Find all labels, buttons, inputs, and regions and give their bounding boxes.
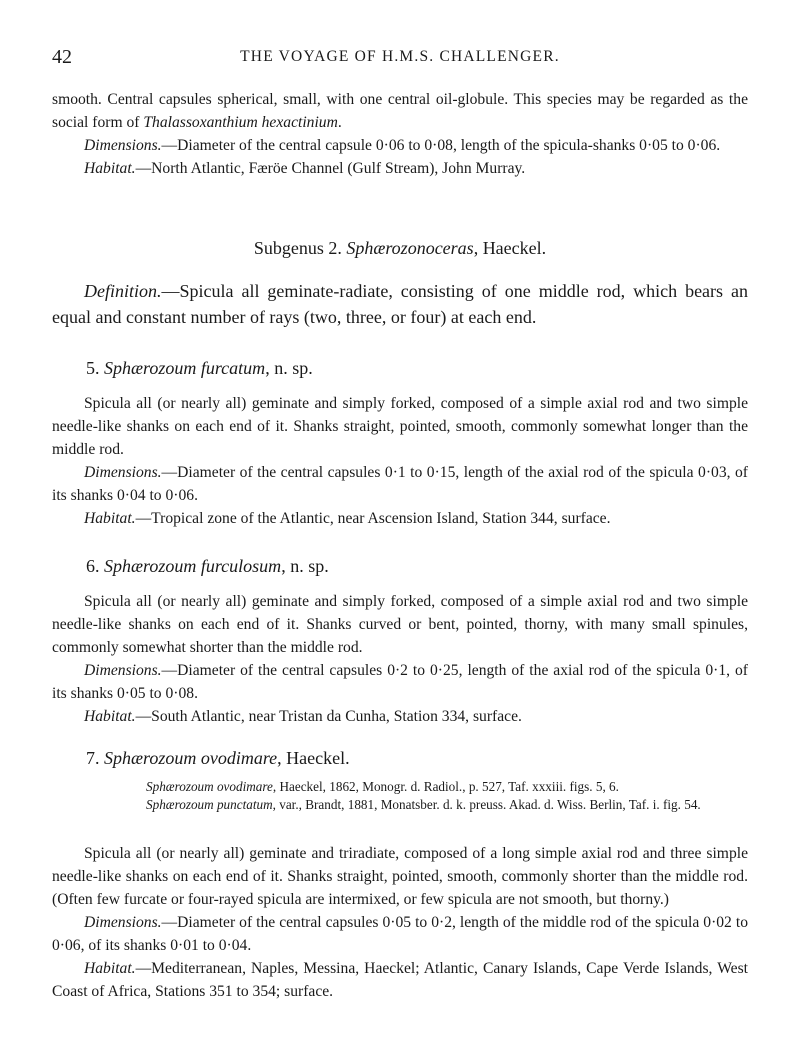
species-name: Sphærozoum furcatum <box>104 358 266 378</box>
species-dimensions <box>52 659 748 705</box>
dimensions-text: —Diameter of the central capsule 0·06 to 0·08, length of the spicula-shanks 0·05 to 0·06. <box>161 137 721 154</box>
intro-section <box>52 88 748 180</box>
species-name: Sphærozoum ovodimare <box>104 748 278 768</box>
definition-text: —Spicula all geminate-radiate, consisting of one middle rod, which bears an equal and constant number of rays (two, three, or four) at each end. <box>52 281 748 327</box>
species-description: Spicula all (or nearly all) geminate and simply forked, composed of a simple axial rod and two simple needle-like shanks on each end of it. Shanks curved or bent, pointed, thorny, with many small spinules, commonly somewhat shorter than the middle rod. <box>52 593 748 656</box>
species-dimensions <box>52 911 748 957</box>
dimensions-label: Dimensions. <box>84 662 162 679</box>
subgenus-section <box>52 236 748 260</box>
species-5-section <box>52 356 748 380</box>
intro-text-end: . <box>337 114 342 131</box>
dimensions-text: —Diameter of the central capsules 0·1 to 0·15, length of the axial rod of the spicula 0·03, of its shanks 0·04 to 0·06. <box>52 464 748 504</box>
habitat-label: Habitat. <box>84 160 136 177</box>
intro-paragraph <box>52 88 748 134</box>
subgenus-label: Subgenus 2. <box>253 238 347 258</box>
species-6-body <box>52 590 748 728</box>
species-dimensions <box>52 461 748 507</box>
intro-taxon-italic: Thalassoxanthium hexactinium <box>143 114 338 131</box>
habitat-text: —Tropical zone of the Atlantic, near Ascension Island, Station 344, surface. <box>135 510 611 527</box>
species-number: 7. <box>86 748 104 768</box>
habitat-text: —North Atlantic, Færöe Channel (Gulf Stream), John Murray. <box>135 160 526 177</box>
species-habitat <box>52 705 748 728</box>
dimensions-label: Dimensions. <box>84 137 162 154</box>
subgenus-heading <box>52 236 748 260</box>
species-6-section <box>52 554 748 578</box>
definition-paragraph <box>52 278 748 330</box>
species-name: Sphærozoum furculosum <box>104 556 282 576</box>
species-author: , Haeckel. <box>277 748 350 768</box>
species-7-synonymy <box>52 778 748 814</box>
species-description: Spicula all (or nearly all) geminate and simply forked, composed of a simple axial rod and two simple needle-like shanks on each end of it. Shanks straight, pointed, smooth, commonly somewhat longer than the middle rod. <box>52 395 748 458</box>
species-heading <box>52 746 748 770</box>
dimensions-label: Dimensions. <box>84 914 162 931</box>
species-description: Spicula all (or nearly all) geminate and triradiate, composed of a long simple axial rod and three simple needle-like shanks on each end of it. Shanks straight, pointed, smooth, commonly shorter than the middle rod. (Often few furcate or four-rayed spicula are intermixed, or few spicula are not smooth, but thorny.) <box>52 845 748 908</box>
dimensions-label: Dimensions. <box>84 464 162 481</box>
definition-label: Definition. <box>84 281 162 301</box>
page-number: 42 <box>52 46 72 68</box>
species-7-body <box>52 842 748 1003</box>
running-title: THE VOYAGE OF H.M.S. CHALLENGER. <box>240 48 560 65</box>
species-heading <box>52 356 748 380</box>
species-author: , n. sp. <box>265 358 313 378</box>
synonym-text: , Haeckel, 1862, Monogr. d. Radiol., p. 527, Taf. xxxiii. figs. 5, 6. <box>272 779 619 794</box>
habitat-text: —South Atlantic, near Tristan da Cunha, Station 334, surface. <box>135 708 522 725</box>
species-habitat <box>52 957 748 1003</box>
synonym-entry <box>52 796 748 814</box>
species-7-section <box>52 746 748 770</box>
habitat-label: Habitat. <box>84 960 136 977</box>
running-header <box>52 46 748 70</box>
habitat-label: Habitat. <box>84 708 136 725</box>
species-number: 6. <box>86 556 104 576</box>
dimensions-text: —Diameter of the central capsules 0·05 to 0·2, length of the middle rod of the spicula 0·02 to 0·06, of its shanks 0·01 to 0·04. <box>52 914 748 954</box>
intro-text: smooth. Central capsules spherical, small, with one central oil-globule. This species may be regarded as the social form of <box>52 91 748 131</box>
species-habitat <box>52 507 748 530</box>
synonym-entry <box>52 778 748 796</box>
habitat-text: —Mediterranean, Naples, Messina, Haeckel; Atlantic, Canary Islands, Cape Verde Islands, West Coast of Africa, Stations 351 to 354; surface. <box>52 960 748 1000</box>
synonym-name: Sphærozoum punctatum <box>146 797 273 812</box>
species-5-body <box>52 392 748 530</box>
intro-dimensions <box>52 134 748 157</box>
subgenus-definition <box>52 278 748 330</box>
species-heading <box>52 554 748 578</box>
subgenus-name: Sphærozonoceras <box>346 238 474 258</box>
subgenus-author: , Haeckel. <box>473 238 547 258</box>
species-number: 5. <box>86 358 104 378</box>
habitat-label: Habitat. <box>84 510 136 527</box>
dimensions-text: —Diameter of the central capsules 0·2 to 0·25, length of the axial rod of the spicula 0·1, of its shanks 0·05 to 0·08. <box>52 662 748 702</box>
synonym-text: , var., Brandt, 1881, Monatsber. d. k. preuss. Akad. d. Wiss. Berlin, Taf. i. fig. 54. <box>272 797 701 812</box>
species-author: , n. sp. <box>281 556 329 576</box>
synonym-name: Sphærozoum ovodimare <box>146 779 273 794</box>
intro-habitat <box>52 157 748 180</box>
